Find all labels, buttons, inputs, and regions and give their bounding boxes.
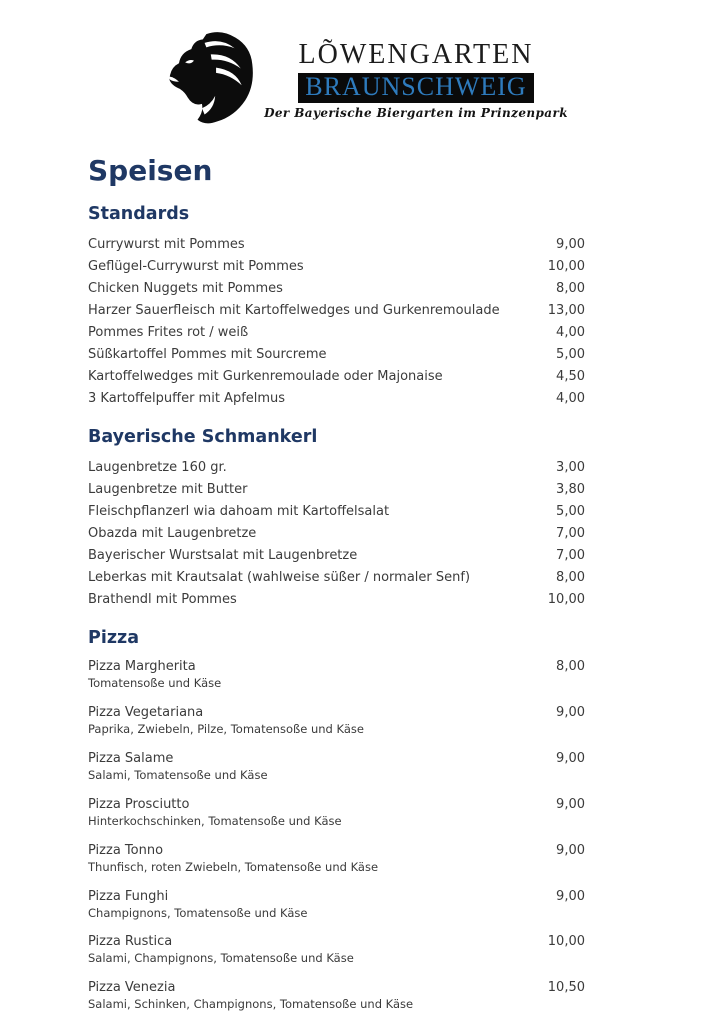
item-name: Pizza Funghi: [88, 888, 169, 904]
logo-tagline: Der Bayerische Biergarten im Prinzenpark: [264, 105, 568, 120]
item-description: Salami, Tomatensoße und Käse: [88, 767, 268, 782]
menu-item-row: [88, 256, 585, 278]
menu-item-group: [88, 888, 585, 920]
item-price: 9,00: [556, 796, 585, 812]
item-name: Geflügel-Currywurst mit Pommes: [88, 259, 304, 275]
item-price: 9,00: [556, 842, 585, 858]
item-price: 3,80: [556, 482, 585, 498]
item-name: Laugenbretze mit Butter: [88, 482, 248, 498]
menu-item-row: [88, 523, 585, 545]
item-price: 8,00: [556, 659, 585, 675]
item-name: Bayerischer Wurstsalat mit Laugenbretze: [88, 548, 358, 564]
item-name: Pizza Rustica: [88, 934, 173, 950]
menu-item-row: [88, 344, 585, 366]
menu-item-row: [88, 479, 585, 501]
item-description: Champignons, Tomatensoße und Käse: [88, 905, 308, 920]
item-name: 3 Kartoffelpuffer mit Apfelmus: [88, 391, 286, 407]
menu-item-group: [88, 842, 585, 874]
menu-item-group: [88, 750, 585, 782]
item-name: Pizza Margherita: [88, 659, 196, 675]
item-description: Paprika, Zwiebeln, Pilze, Tomatensoße und Käse: [88, 722, 364, 737]
item-price: 10,00: [547, 259, 585, 275]
item-price: 8,00: [556, 570, 585, 586]
item-name: Süßkartoffel Pommes mit Sourcreme: [88, 347, 327, 363]
menu-item-row: [88, 589, 585, 611]
menu-item-group: [88, 979, 585, 1011]
menu-item-group: [88, 933, 585, 965]
menu-item-row: [88, 842, 585, 858]
item-name: Pizza Venezia: [88, 980, 176, 996]
menu-content: [88, 155, 585, 1012]
page-title: Speisen: [88, 154, 213, 187]
item-price: 10,00: [547, 592, 585, 608]
menu-item-row: [88, 234, 585, 256]
item-name: Currywurst mit Pommes: [88, 237, 245, 253]
item-name: Pommes Frites rot / weiß: [88, 325, 249, 341]
item-name: Leberkas mit Krautsalat (wahlweise süßer / normaler Senf): [88, 570, 471, 586]
item-name: Pizza Prosciutto: [88, 796, 190, 812]
item-price: 9,00: [556, 750, 585, 766]
menu-section: [88, 204, 585, 410]
city-name: BRAUNSCHWEIG: [305, 71, 527, 101]
menu-sections: [88, 204, 585, 1012]
item-description: Tomatensoße und Käse: [88, 676, 222, 691]
lion-head-icon: [156, 30, 262, 130]
item-price: 8,00: [556, 281, 585, 297]
item-price: 5,00: [556, 504, 585, 520]
item-price: 10,00: [547, 934, 585, 950]
section-title: Pizza: [88, 628, 140, 649]
item-description: Salami, Schinken, Champignons, Tomatensoße und Käse: [88, 997, 414, 1012]
menu-item-row: [88, 300, 585, 322]
menu-item-row: [88, 888, 585, 904]
item-description: Thunfisch, roten Zwiebeln, Tomatensoße und Käse: [88, 859, 379, 874]
item-name: Harzer Sauerfleisch mit Kartoffelwedges und Gurkenremoulade: [88, 303, 500, 319]
item-price: 9,00: [556, 888, 585, 904]
city-box: [298, 73, 533, 103]
item-description: Salami, Champignons, Tomatensoße und Käse: [88, 951, 354, 966]
brand-name: LÕWENGARTEN: [298, 39, 534, 71]
menu-item-group: [88, 658, 585, 690]
item-name: Pizza Salame: [88, 750, 174, 766]
menu-item-row: [88, 366, 585, 388]
menu-item-row: [88, 278, 585, 300]
item-price: 4,50: [556, 369, 585, 385]
menu-item-group: [88, 704, 585, 736]
menu-item-row: [88, 545, 585, 567]
menu-item-row: [88, 388, 585, 410]
item-price: 9,00: [556, 705, 585, 721]
logo-header: [0, 0, 724, 130]
item-name: Brathendl mit Pommes: [88, 592, 237, 608]
item-price: 3,00: [556, 460, 585, 476]
menu-item-row: [88, 658, 585, 674]
item-price: 7,00: [556, 548, 585, 564]
menu-item-row: [88, 933, 585, 949]
menu-item-row: [88, 979, 585, 995]
item-name: Pizza Vegetariana: [88, 705, 204, 721]
item-name: Chicken Nuggets mit Pommes: [88, 281, 283, 297]
section-title: Bayerische Schmankerl: [88, 427, 318, 448]
item-price: 5,00: [556, 347, 585, 363]
restaurant-logo: [156, 30, 568, 130]
menu-item-row: [88, 704, 585, 720]
menu-section: [88, 427, 585, 611]
menu-item-row: [88, 501, 585, 523]
section-title: Standards: [88, 204, 190, 225]
item-price: 10,50: [547, 980, 585, 996]
item-price: 7,00: [556, 526, 585, 542]
item-description: Hinterkochschinken, Tomatensoße und Käse: [88, 813, 342, 828]
item-name: Obazda mit Laugenbretze: [88, 526, 257, 542]
menu-item-row: [88, 796, 585, 812]
item-price: 13,00: [547, 303, 585, 319]
menu-item-group: [88, 796, 585, 828]
menu-section: [88, 628, 585, 1012]
menu-item-row: [88, 567, 585, 589]
menu-item-row: [88, 750, 585, 766]
menu-item-row: [88, 457, 585, 479]
item-price: 4,00: [556, 391, 585, 407]
item-name: Kartoffelwedges mit Gurkenremoulade oder Majonaise: [88, 369, 443, 385]
menu-item-row: [88, 322, 585, 344]
item-name: Pizza Tonno: [88, 842, 164, 858]
item-name: Fleischpflanzerl wia dahoam mit Kartoffelsalat: [88, 504, 390, 520]
item-price: 4,00: [556, 325, 585, 341]
item-price: 9,00: [556, 237, 585, 253]
item-name: Laugenbretze 160 gr.: [88, 460, 227, 476]
logo-text-block: [264, 40, 568, 120]
